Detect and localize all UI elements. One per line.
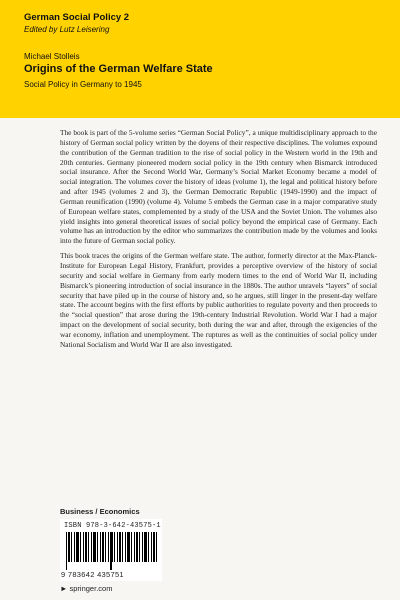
editor-line: Edited by Lutz Leisering — [24, 25, 110, 34]
series-label: German Social Policy 2 — [24, 12, 130, 23]
book-subtitle: Social Policy in Germany to 1945 — [24, 80, 142, 89]
barcode — [60, 519, 162, 581]
blurb-paragraph-1: The book is part of the 5-volume series “German Social Policy”, a unique multidisciplinary approach to the history of German social policy written by the doyens of their respective disciplines. The volumes expound the contribution of the German tradition to the rise of social policy in the Western world in the 19th and 20th centuries. Germany pioneered modern social policy in the 19th century when Bismarck introduced social insurance. After the Second World War, Germany’s Social Market Economy became a model of social integration. The volumes cover the history of ideas (volume 1), the legal and political history before and after 1945 (volumes 2 and 3), the German Democratic Republic (1949-1990) and the impact of German reunification (1990) (volume 4). Volume 5 embeds the German case in a major comparative study of European welfare states, complemented by a study of the USA and the Soviet Union. The volumes also yield insights into general theoretical issues of social policy beyond the empirical case of Germany. Each volume has an introduction by the editor who summarizes the contribution made by the volumes and looks into the future of German social policy. — [60, 128, 377, 246]
book-title: Origins of the German Welfare State — [24, 63, 213, 75]
publisher-website[interactable]: ► springer.com — [60, 584, 113, 593]
barcode-gap-right — [112, 562, 157, 570]
category-label: Business / Economics — [60, 507, 140, 516]
ean-digits: 9 783642 435751 — [61, 570, 124, 579]
blurb — [60, 128, 377, 355]
isbn-text: ISBN 978-3-642-43575-1 — [64, 522, 161, 530]
header-band — [0, 0, 400, 118]
author-name: Michael Stolleis — [24, 52, 80, 61]
barcode-gap-left — [67, 562, 109, 570]
blurb-paragraph-2: This book traces the origins of the German welfare state. The author, formerly director at the Max-Planck-Institute for European Legal History, Frankfurt, provides a perceptive overview of the history of social security and social welfare in Germany from early modern times to the end of World War II, including Bismarck’s pioneering introduction of social insurance in the 1880s. The author unravels “layers” of social security that have piled up in the course of history and, so he argues, still linger in the present-day welfare state. The account begins with the first efforts by public authorities to regulate poverty and then proceeds to the “social question” that arose during the 19th-century Industrial Revolution. World War I had a major impact on the development of social security, both during the war and after, through the exigencies of the war economy, inflation and unemployment. The ruptures as well as the continuities of social policy under National Socialism and World War II are also investigated. — [60, 251, 377, 349]
